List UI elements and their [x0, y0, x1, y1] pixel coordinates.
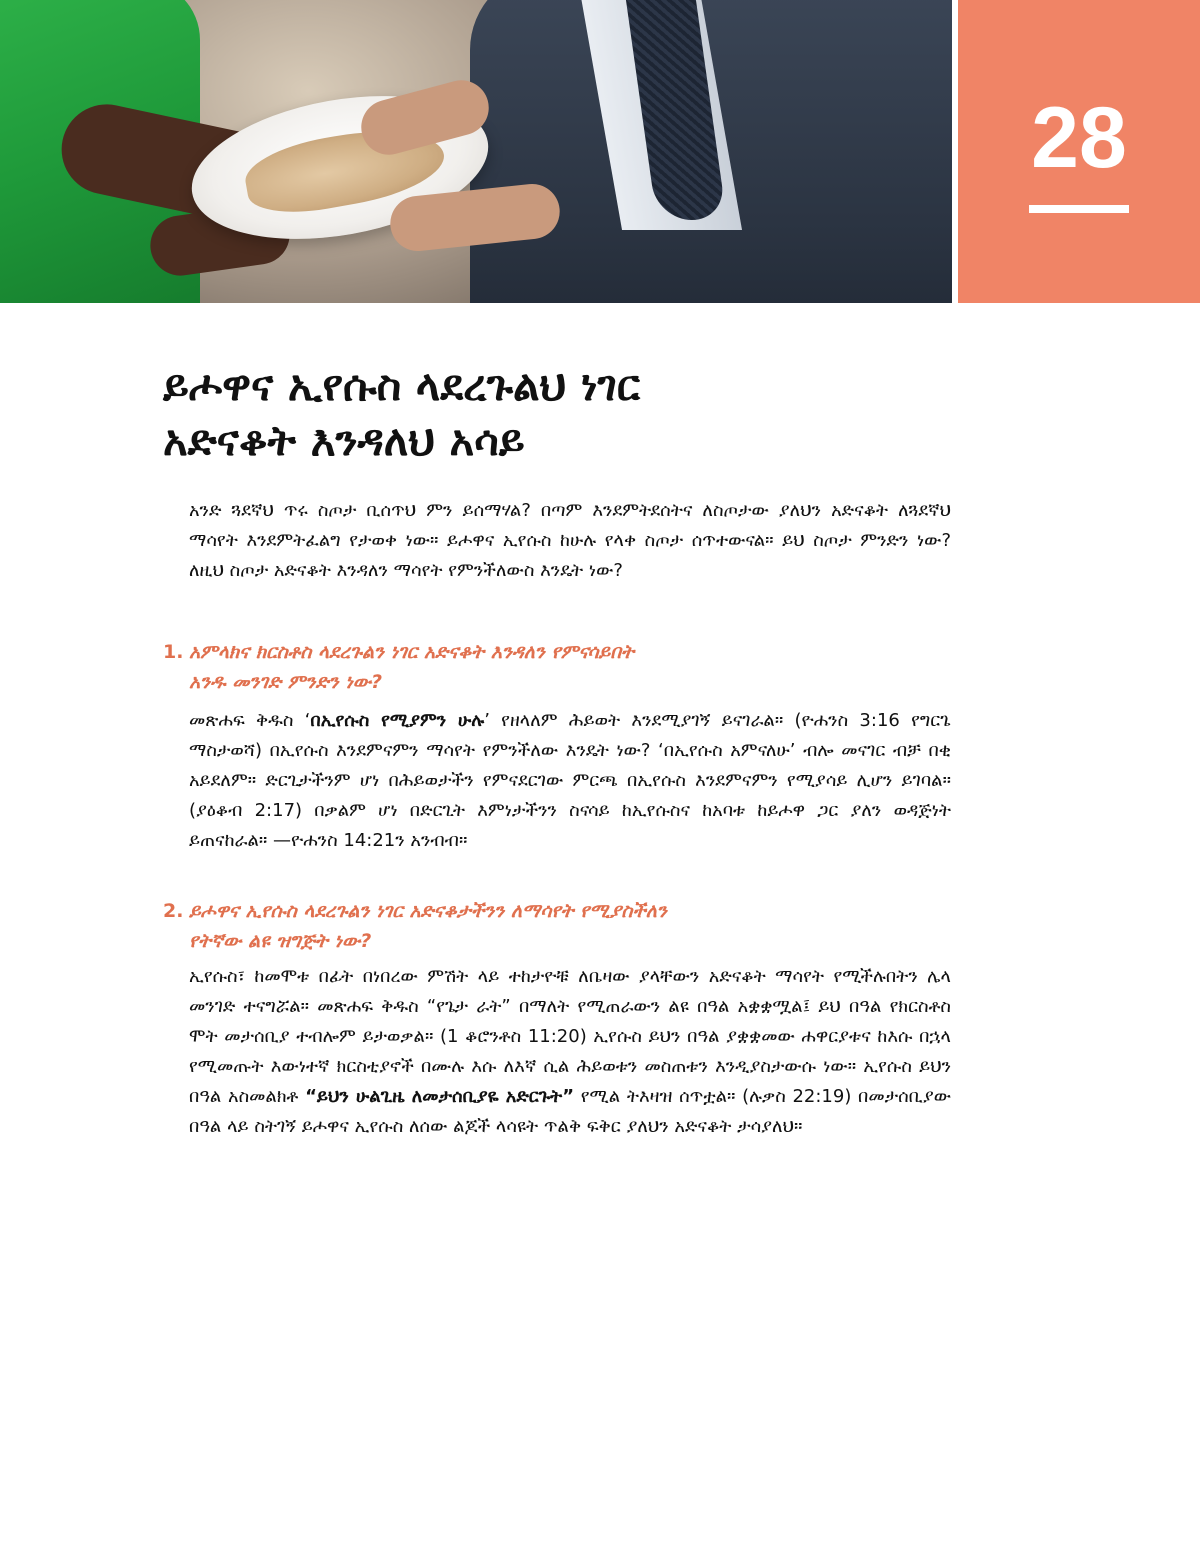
lesson-number-underline [1029, 205, 1129, 213]
section-1-number: 1. [163, 641, 184, 663]
intro-paragraph: አንድ ጓደኛህ ጥሩ ስጦታ ቢሰጥህ ምን ይሰማሃል? በጣም እንደምትደሰትና ለስጦታው ያለህን አድናቆት ለጓደኛህ ማሳየት እንደምትፈልግ የታወቀ ነው። ይሖዋና ኢየሱስ ከሁሉ የላቀ ስጦታ ሰጥተውናል። ይህ ስጦታ ምንድን ነው? ለዚህ ስጦታ አድናቆት እንዳለን ማሳየት የምንችለውስ እንዴት ነው? [189, 500, 951, 581]
section-1-text-a: መጽሐፍ ቅዱስ ‘ [189, 710, 311, 731]
section-2-question [163, 896, 963, 956]
section-1-text-c: ’ የዘላለም ሕይወት እንደሚያገኝ ይናገራል። (ዮሐንስ 3:16 የግርጌ ማስታወሻ) በኢየሱስ እንደምናምን ማሳየት የምንችለው እንዴት ነው? ‘በኢየሱስ አምናለሁ’ ብሎ መናገር ብቻ በቂ አይደለም። ድርጊታችንም ሆነ በሕይወታችን የምናደርገው ምርጫ በኢየሱስ እንደምናምን የሚያሳይ ሊሆን ይገባል። (ያዕቆብ 2:17) በቃልም ሆነ በድርጊት እምነታችንን ስናሳይ ከኢየሱስና ከአባቱ ከይሖዋ ጋር ያለን ወዳጅነት ይጠናከራል። —ዮሐንስ 14:21ን አንብብ። [189, 710, 951, 851]
section-2-text-bold: “ይህን ሁልጊዜ ለመታሰቢያዬ አድርጉት” [305, 1086, 575, 1107]
page-title-line2: አድናቆት እንዳለህ አሳይ [163, 416, 525, 465]
section-2-question-line1: ይሖዋና ኢየሱስ ላደረጉልን ነገር አድናቆታችንን ለማሳየት የሚያስችለን [189, 900, 667, 922]
page-title [163, 358, 963, 468]
section-2-paragraph [189, 962, 951, 1142]
lesson-number: 28 [1031, 90, 1127, 186]
section-1-text-bold: በኢየሱስ የሚያምን ሁሉ [310, 710, 485, 731]
section-2-question-line2: የትኛው ልዩ ዝግጅት ነው? [189, 930, 372, 952]
header-photo [0, 0, 952, 303]
page-title-line1: ይሖዋና ኢየሱስ ላደረጉልህ ነገር [163, 361, 640, 410]
section-1-paragraph [189, 706, 951, 856]
lesson-number-badge [958, 0, 1200, 303]
section-1-question [163, 637, 963, 697]
section-2-number: 2. [163, 900, 184, 922]
section-1-question-line1: አምላክና ክርስቶስ ላደረጉልን ነገር አድናቆት እንዳለን የምናሳይበት [189, 641, 634, 663]
section-2-text-c: የሚል ትእዛዝ ሰጥቷል። (ሉቃስ 22:19) በመታሰቢያው በዓል ላይ ስትገኝ ይሖዋና ኢየሱስ ለሰው ልጆች ላሳዩት ጥልቅ ፍቅር ያለህን አድናቆት ታሳያለህ። [189, 1086, 951, 1137]
section-2-text-a: ኢየሱስ፣ ከመሞቱ በፊት በነበረው ምሽት ላይ ተከታዮቹ ለቤዛው ያላቸውን አድናቆት ማሳየት የሚችሉበትን ሌላ መንገድ ተናግሯል። መጽሐፍ ቅዱስ “የጌታ ራት” በማለት የሚጠራውን ልዩ በዓል አቋቋሟል፤ ይህ በዓል የክርስቶስ ሞት መታሰቢያ ተብሎም ይታወቃል። (1 ቆሮንቶስ 11:20) ኢየሱስ ይህን በዓል ያቋቋመው ሐዋርያቱና ከእሱ በኋላ የሚመጡት እውነተኛ ክርስቲያኖች በሙሉ እሱ ለእኛ ሲል ሕይወቱን መስጠቱን እንዲያስታውሱ ነው። ኢየሱስ ይህን በዓል አስመልክቶ [189, 966, 951, 1107]
section-1-question-line2: አንዱ መንገድ ምንድን ነው? [189, 671, 383, 693]
